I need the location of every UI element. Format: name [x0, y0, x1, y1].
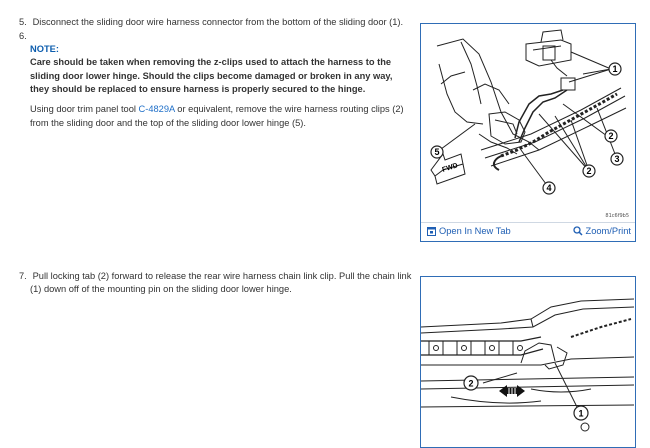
note-label: NOTE: [30, 44, 59, 54]
step-6-paragraph [30, 103, 410, 130]
step-6-number: 6. [19, 31, 27, 41]
figure-2-callout-2 [464, 376, 478, 390]
figure-2 [420, 276, 636, 448]
step-6-text-after: or equivalent, remove the wire harness routing clips (2) from the sliding door and the top of the sliding door lower hinge (5). [30, 104, 404, 128]
zoom-print-label: Zoom/Print [585, 226, 631, 236]
figure-1-callout-3 [611, 153, 623, 165]
fwd-label: FWD [441, 162, 459, 174]
figure-1-callout-2b [583, 165, 595, 177]
step-7 [19, 270, 411, 283]
figure-2-illustration [421, 277, 634, 447]
zoom-print-button[interactable] [573, 226, 631, 236]
figure-1-callout-5 [431, 146, 443, 158]
svg-text:5: 5 [434, 147, 440, 157]
figure-1-footer [421, 222, 635, 241]
figure-1-callout-1 [609, 63, 621, 75]
step-5-text: Disconnect the sliding door wire harness connector from the bottom of the sliding door (1). [32, 17, 404, 27]
step-6-text-before: Using door trim panel tool [30, 104, 139, 114]
step-5-number: 5. [19, 17, 27, 27]
figure-1-callout-4 [543, 182, 555, 194]
svg-text:3: 3 [614, 154, 620, 164]
svg-text:2: 2 [468, 378, 474, 389]
step-7-line-1: Pull locking tab (2) forward to release the rear wire harness chain link clip. Pull the chain link [32, 271, 412, 281]
step-5 [19, 16, 403, 29]
figure-1-illustration [421, 24, 634, 222]
svg-text:2: 2 [586, 166, 592, 176]
step-7-number: 7. [19, 271, 27, 281]
figure-code: 81c6f9b5 [605, 213, 629, 219]
note-text: Care should be taken when removing the z-clips used to attach the harness to the sliding door lower hinge. Should the clips become damaged or broken in any way, they should be replaced to ensure harness is properly secured to the hinge. [30, 57, 393, 94]
figure-1-callout-2a [605, 130, 617, 142]
svg-text:1: 1 [612, 64, 618, 74]
tool-link[interactable]: C-4829A [138, 104, 175, 114]
svg-text:1: 1 [578, 408, 584, 419]
magnifier-icon [573, 226, 583, 236]
open-in-new-tab-label: Open In New Tab [439, 226, 511, 236]
figure-1 [420, 23, 636, 242]
svg-text:4: 4 [546, 183, 552, 193]
figure-2-callout-1 [574, 406, 588, 420]
step-7-line-2: (1) down off of the mounting pin on the sliding door lower hinge. [30, 284, 292, 294]
svg-text:2: 2 [608, 131, 614, 141]
open-new-tab-icon [427, 227, 436, 236]
open-in-new-tab-button[interactable] [427, 226, 511, 236]
